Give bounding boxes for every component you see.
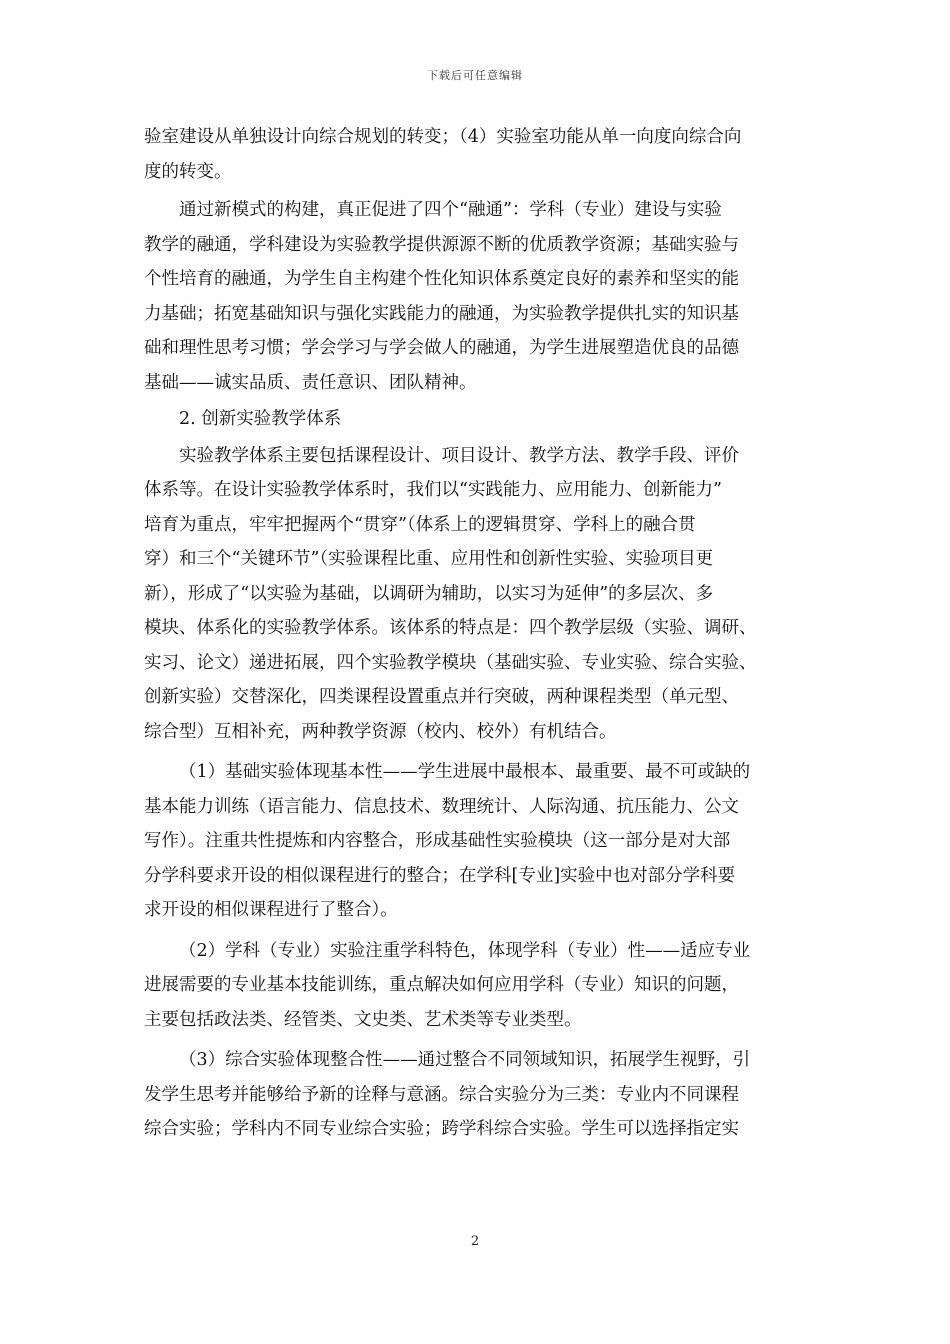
text-line: 体系等。在设计实验教学体系时，我们以“实践能力、应用能力、创新能力”	[144, 480, 722, 500]
text-line: 通过新模式的构建，真正促进了四个“融通”：学科（专业）建设与实验	[179, 200, 722, 220]
paragraph	[144, 934, 808, 1038]
text-line: 教学的融通，学科建设为实验教学提供源源不断的优质教学资源；基础实验与	[144, 234, 739, 255]
text-line: 2. 创新实验教学体系	[179, 409, 342, 429]
paragraph	[144, 755, 808, 928]
paragraph	[144, 120, 808, 189]
page-number: 2	[470, 1234, 480, 1249]
text-line: 个性培育的融通，为学生自主构建个性化知识体系奠定良好的素养和坚实的能	[144, 269, 739, 289]
section-heading	[144, 402, 808, 437]
text-line: 实习、论文）递进拓展，四个实验教学模块（基础实验、专业实验、综合实验、	[144, 652, 757, 673]
text-line: 进展需要的专业基本技能训练，重点解决如何应用学科（专业）知识的问题，	[144, 975, 739, 995]
document-body	[144, 120, 808, 1147]
text-line: 培育为重点，牢牢把握两个“贯穿”（体系上的逻辑贯穿、学科上的融合贯	[144, 514, 696, 535]
text-line: 写作）。注重共性提炼和内容整合，形成基础性实验模块（这一部分是对大部	[144, 831, 731, 851]
text-line: 发学生思考并能够给予新的诠释与意涵。综合实验分为三类：专业内不同课程	[144, 1084, 739, 1105]
paragraph	[144, 439, 808, 750]
text-line: 度的转变。	[144, 161, 232, 182]
text-line: 础和理性思考习惯；学会学习与学会做人的融通，为学生进展塑造优良的品德	[144, 338, 739, 358]
text-line: 模块、体系化的实验教学体系。该体系的特点是：四个教学层级（实验、调研、	[144, 618, 757, 638]
text-line: 新），形成了“以实验为基础，以调研为辅助，以实习为延伸”的多层次、多	[144, 583, 714, 604]
text-line: 分学科要求开设的相似课程进行的整合；在学科[专业]实验中也对部分学科要	[144, 865, 736, 886]
text-line: 实验教学体系主要包括课程设计、项目设计、教学方法、教学手段、评价	[179, 445, 739, 466]
page-header: 下载后可任意编辑	[427, 69, 523, 82]
text-line: （3）综合实验体现整合性——通过整合不同领域知识，拓展学生视野，引	[179, 1050, 751, 1070]
text-line: 力基础；拓宽基础知识与强化实践能力的融通，为实验教学提供扎实的知识基	[144, 303, 739, 324]
text-line: 验室建设从单独设计向综合规划的转变；（4）实验室功能从单一向度向综合向	[144, 127, 742, 147]
text-line: 综合型）互相补充，两种教学资源（校内、校外）有机结合。	[144, 721, 617, 742]
text-line: 穿）和三个“关键环节”（实验课程比重、应用性和创新性实验、实验项目更	[144, 549, 714, 569]
text-line: 求开设的相似课程进行了整合）。	[144, 900, 398, 920]
paragraph	[144, 193, 808, 400]
paragraph	[144, 1043, 808, 1147]
text-line: （2）学科（专业）实验注重学科特色，体现学科（专业）性——适应专业	[179, 940, 751, 961]
text-line: 综合实验；学科内不同专业综合实验；跨学科综合实验。学生可以选择指定实	[144, 1119, 739, 1139]
text-line: （1）基础实验体现基本性——学生进展中最根本、最重要、最不可或缺的	[179, 762, 751, 782]
text-line: 主要包括政法类、经管类、文史类、艺术类等专业类型。	[144, 1009, 582, 1030]
text-line: 创新实验）交替深化，四类课程设置重点并行突破，两种课程类型（单元型、	[144, 687, 739, 707]
text-line: 基础——诚实品质、责任意识、团队精神。	[144, 372, 477, 393]
text-line: 基本能力训练（语言能力、信息技术、数理统计、人际沟通、抗压能力、公文	[144, 796, 739, 817]
